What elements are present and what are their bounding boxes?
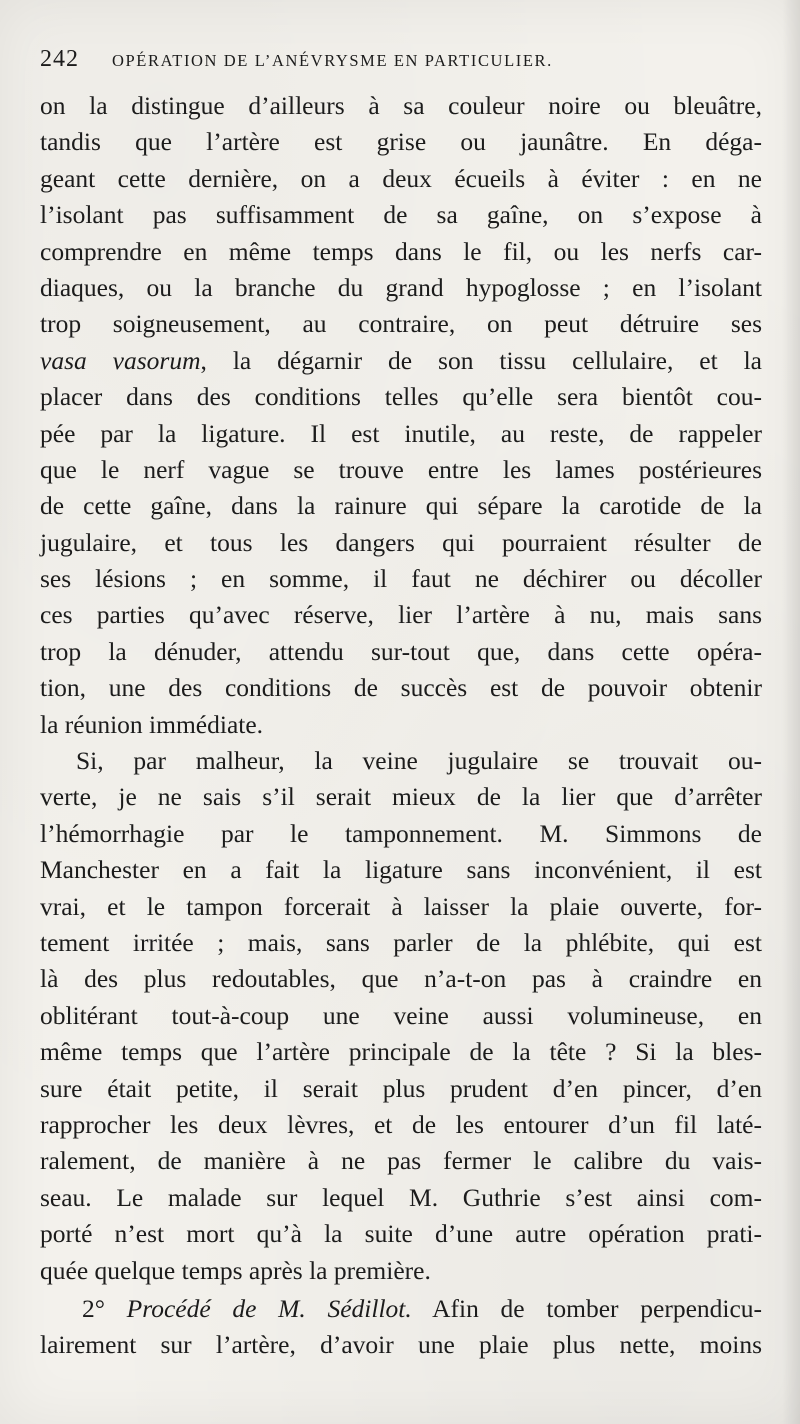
text-line: placer dans des conditions telles qu’elle sera bientôt cou-	[40, 382, 762, 412]
text-line: geant cette dernière, on a deux écueils à éviter : en ne	[40, 163, 762, 193]
text-line: sure était petite, il serait plus prudent d’en pincer, d’en	[40, 1073, 762, 1103]
text-line: Manchester en a fait la ligature sans inconvénient, il est	[40, 855, 762, 885]
text-line: que le nerf vague se trouve entre les lames postérieures	[40, 454, 762, 484]
text-line: lairement sur l’artère, d’avoir une plaie plus nette, moins	[40, 1330, 762, 1360]
italic-phrase: vasa vasorum	[40, 345, 201, 375]
section-title: Procédé de M. Sédillot.	[126, 1293, 412, 1323]
text-line: trop soigneusement, au contraire, on peut détruire ses	[40, 309, 762, 339]
text-line: là des plus redoutables, que n’a-t-on pas à craindre en	[40, 964, 762, 994]
text-line: comprendre en même temps dans le fil, ou les nerfs car-	[40, 236, 762, 266]
running-head	[40, 46, 762, 82]
text-line: diaques, ou la branche du grand hypoglosse ; en l’isolant	[40, 272, 762, 302]
section-line-rest: Afin de tomber perpendicu-	[432, 1293, 763, 1323]
page-edge-shadow	[782, 0, 800, 1424]
text-line: vrai, et le tampon forcerait à laisser la plaie ouverte, for-	[40, 891, 762, 921]
text-line: porté n’est mort qu’à la suite d’une autre opération prati-	[40, 1219, 762, 1249]
text-line: pée par la ligature. Il est inutile, au reste, de rappeler	[40, 418, 762, 448]
text-line: de cette gaîne, dans la rainure qui sépare la carotide de la	[40, 491, 762, 521]
section-heading-line	[40, 1291, 762, 1327]
paragraph-start: Si, par malheur, la veine jugulaire se trouvait ou-	[76, 746, 762, 776]
text-line: l’hémorrhagie par le tamponnement. M. Simmons de	[40, 818, 762, 848]
running-title: OPÉRATION DE L’ANÉVRYSME EN PARTICULIER.	[112, 51, 553, 70]
text-line: rapprocher les deux lèvres, et de les entourer d’un fil laté-	[40, 1109, 762, 1139]
text-line: l’isolant pas suffisamment de sa gaîne, on s’expose à	[40, 200, 762, 230]
page-number: 242	[40, 46, 79, 72]
text-line: seau. Le malade sur lequel M. Guthrie s’est ainsi com-	[40, 1182, 762, 1212]
text-line: quée quelque temps après la première.	[40, 1255, 431, 1285]
text-line: oblitérant tout-à-coup une veine aussi volumineuse, en	[40, 1000, 762, 1030]
text-line-rest: , la dégarnir de son tissu cellulaire, et la	[200, 345, 762, 375]
text-line: ralement, de manière à ne pas fermer le calibre du vais-	[40, 1146, 762, 1176]
text-line: tandis que l’artère est grise ou jaunâtre. En déga-	[40, 127, 762, 157]
text-line-with-italic	[40, 343, 762, 379]
section-number: 2°	[82, 1293, 105, 1323]
text-line: ses lésions ; en somme, il faut ne déchirer ou décoller	[40, 564, 762, 594]
text-line: verte, je ne sais s’il serait mieux de la lier que d’arrêter	[40, 782, 762, 812]
text-line: on la distingue d’ailleurs à sa couleur noire ou bleuâtre,	[40, 91, 762, 120]
text-line: la réunion immédiate.	[40, 709, 264, 739]
text-line: ces parties qu’avec réserve, lier l’artère à nu, mais sans	[40, 600, 762, 630]
text-line: trop la dénuder, attendu sur-tout que, dans cette opéra-	[40, 636, 762, 666]
text-line: jugulaire, et tous les dangers qui pourraient résulter de	[40, 527, 762, 557]
text-line: tement irritée ; mais, sans parler de la phlébite, qui est	[40, 927, 762, 957]
text-line: même temps que l’artère principale de la tête ? Si la bles-	[40, 1037, 762, 1067]
body-text	[40, 88, 762, 1364]
text-line: tion, une des conditions de succès est de pouvoir obtenir	[40, 673, 762, 703]
